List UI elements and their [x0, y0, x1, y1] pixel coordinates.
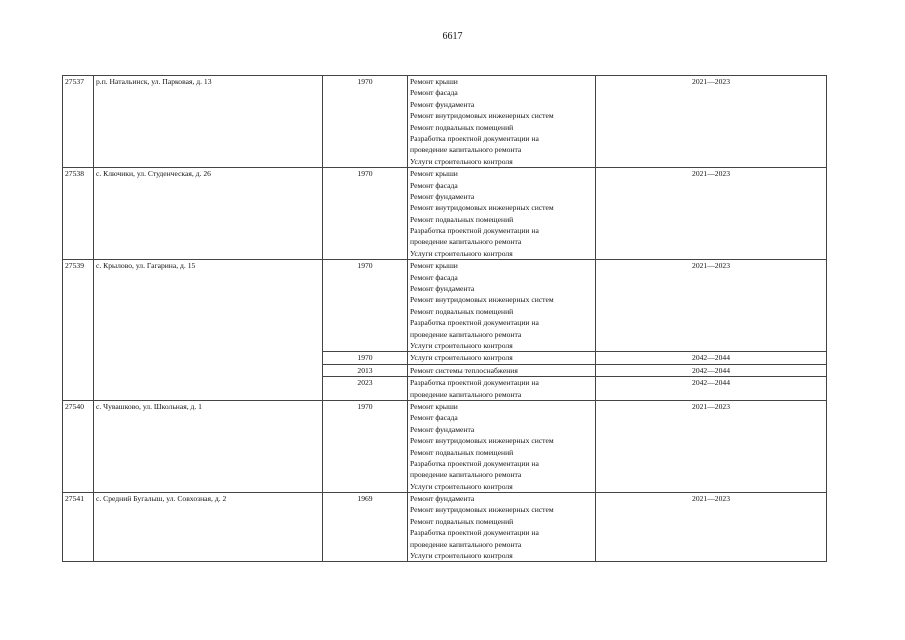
- work-item: Ремонт внутридомовых инженерных систем: [410, 436, 554, 446]
- building-address: с. Чувашково, ул. Школьная, д. 1: [94, 400, 323, 492]
- work-item: Услуги строительного контроля: [410, 481, 513, 491]
- year-cell: 1970: [323, 168, 408, 260]
- works-cell: [408, 364, 596, 376]
- work-item: Ремонт внутридомовых инженерных систем: [410, 203, 554, 213]
- work-item: Услуги строительного контроля: [410, 353, 513, 363]
- period-cell: 2021—2023: [596, 168, 827, 260]
- table-row: [63, 168, 827, 260]
- work-item: проведение капитального ремонта: [410, 329, 522, 339]
- building-address: р.п. Натальинск, ул. Парковая, д. 13: [94, 76, 323, 168]
- year-cell: 1970: [323, 76, 408, 168]
- works-cell: [408, 493, 596, 562]
- work-item: Ремонт фасада: [410, 180, 458, 190]
- work-item: Услуги строительного контроля: [410, 248, 513, 258]
- work-item: Ремонт подвальных помещений: [410, 516, 514, 526]
- building-address: с. Ключики, ул. Студенческая, д. 26: [94, 168, 323, 260]
- work-item: Ремонт фундамента: [410, 424, 475, 434]
- works-cell: [408, 400, 596, 492]
- work-item: Ремонт крыши: [410, 261, 458, 271]
- work-item: Ремонт крыши: [410, 401, 458, 411]
- period-cell: 2021—2023: [596, 76, 827, 168]
- period-cell: 2042—2044: [596, 377, 827, 401]
- work-item: проведение капитального ремонта: [410, 470, 522, 480]
- period-cell: 2021—2023: [596, 260, 827, 352]
- work-item: Ремонт системы теплоснабжения: [410, 365, 518, 375]
- work-item: Разработка проектной документации на: [410, 458, 539, 468]
- year-cell: 2013: [323, 364, 408, 376]
- work-item: Ремонт фасада: [410, 272, 458, 282]
- period-cell: 2021—2023: [596, 493, 827, 562]
- work-item: Разработка проектной документации на: [410, 528, 539, 538]
- table-row: [63, 400, 827, 492]
- year-cell: 1970: [323, 400, 408, 492]
- year-cell: 1970: [323, 352, 408, 364]
- work-item: проведение капитального ремонта: [410, 539, 522, 549]
- period-cell: 2042—2044: [596, 364, 827, 376]
- work-item: Разработка проектной документации на: [410, 318, 539, 328]
- work-item: Ремонт подвальных помещений: [410, 214, 514, 224]
- work-item: Разработка проектной документации на: [410, 133, 539, 143]
- table-body: [63, 76, 827, 562]
- work-item: Ремонт фундамента: [410, 494, 475, 504]
- work-item: Услуги строительного контроля: [410, 156, 513, 166]
- works-cell: [408, 352, 596, 364]
- table-row: [63, 260, 827, 352]
- period-cell: 2042—2044: [596, 352, 827, 364]
- work-item: Ремонт подвальных помещений: [410, 306, 514, 316]
- building-address: с. Средний Бугалыш, ул. Совхозная, д. 2: [94, 493, 323, 562]
- work-item: Ремонт фасада: [410, 88, 458, 98]
- work-item: Ремонт фундамента: [410, 284, 475, 294]
- work-item: Услуги строительного контроля: [410, 551, 513, 561]
- works-cell: [408, 260, 596, 352]
- work-item: проведение капитального ремонта: [410, 237, 522, 247]
- capital-repair-table: [62, 75, 827, 562]
- table-row: [63, 76, 827, 168]
- year-cell: 1969: [323, 493, 408, 562]
- building-id: 27539: [63, 260, 94, 401]
- work-item: Ремонт подвальных помещений: [410, 447, 514, 457]
- work-item: Ремонт внутридомовых инженерных систем: [410, 111, 554, 121]
- works-cell: [408, 76, 596, 168]
- work-item: Ремонт подвальных помещений: [410, 122, 514, 132]
- period-cell: 2021—2023: [596, 400, 827, 492]
- building-id: 27538: [63, 168, 94, 260]
- work-item: Ремонт фундамента: [410, 191, 475, 201]
- work-item: Разработка проектной документации на: [410, 378, 539, 388]
- work-item: Ремонт фундамента: [410, 99, 475, 109]
- work-item: проведение капитального ремонта: [410, 389, 522, 399]
- works-cell: [408, 377, 596, 401]
- building-id: 27540: [63, 400, 94, 492]
- page-number: 6617: [442, 31, 463, 42]
- work-item: Разработка проектной документации на: [410, 226, 539, 236]
- year-cell: 2023: [323, 377, 408, 401]
- building-id: 27541: [63, 493, 94, 562]
- work-item: Ремонт фасада: [410, 413, 458, 423]
- works-cell: [408, 168, 596, 260]
- building-id: 27537: [63, 76, 94, 168]
- building-address: с. Крылово, ул. Гагарина, д. 15: [94, 260, 323, 401]
- year-cell: 1970: [323, 260, 408, 352]
- work-item: проведение капитального ремонта: [410, 145, 522, 155]
- work-item: Ремонт крыши: [410, 77, 458, 86]
- work-item: Ремонт крыши: [410, 169, 458, 179]
- table-row: [63, 493, 827, 562]
- work-item: Услуги строительного контроля: [410, 340, 513, 350]
- work-item: Ремонт внутридомовых инженерных систем: [410, 505, 554, 515]
- work-item: Ремонт внутридомовых инженерных систем: [410, 295, 554, 305]
